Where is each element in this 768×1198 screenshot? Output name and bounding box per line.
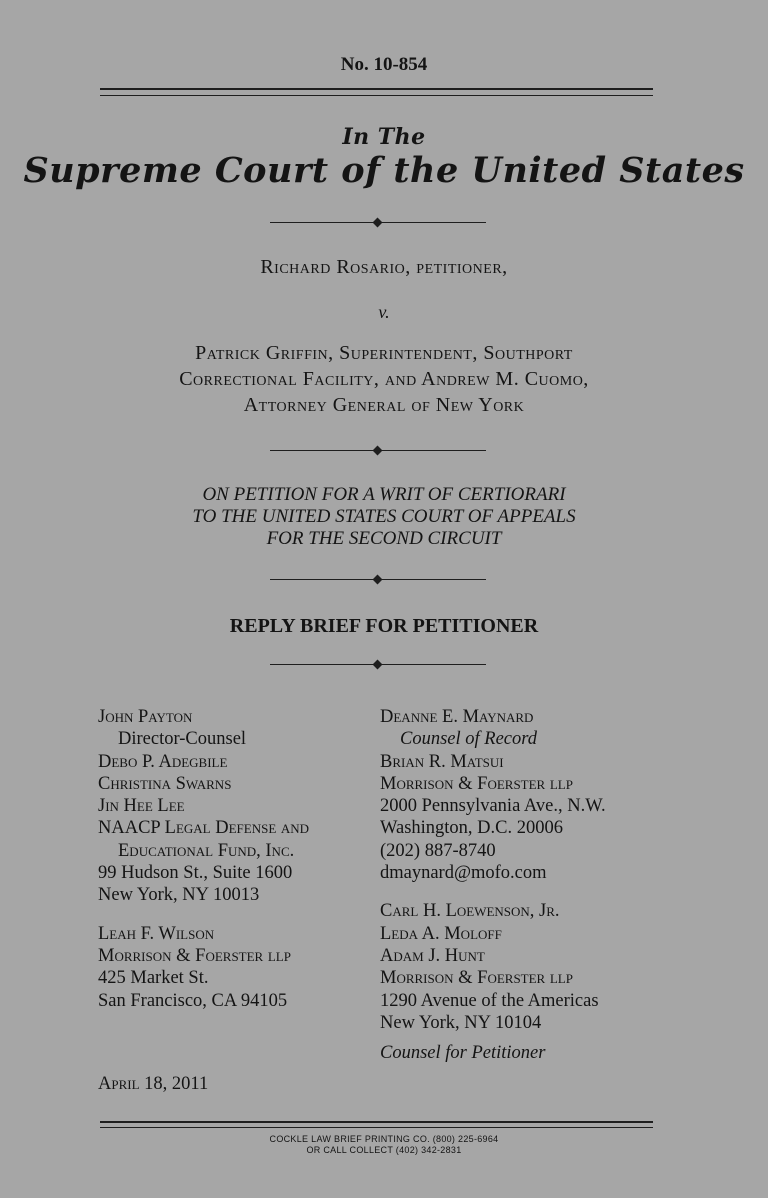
petition-line: TO THE UNITED STATES COURT OF APPEALS xyxy=(192,506,576,527)
top-rule-2 xyxy=(100,95,653,96)
attorney-name: Debo P. Adegbile xyxy=(98,751,228,772)
firm-name: NAACP Legal Defense and xyxy=(98,818,310,839)
counsel-left-column xyxy=(98,706,309,1012)
attorney-title: Counsel of Record xyxy=(400,729,538,750)
section-divider xyxy=(270,446,486,456)
court-intro: In The xyxy=(342,124,426,150)
address-line: 2000 Pennsylvania Ave., N.W. xyxy=(380,796,606,817)
attorney-name: Christina Swarns xyxy=(98,773,232,794)
printer-line: OR CALL COLLECT (402) 342-2831 xyxy=(306,1145,462,1155)
petition-line: ON PETITION FOR A WRIT OF CERTIORARI xyxy=(202,484,566,505)
brief-title: REPLY BRIEF FOR PETITIONER xyxy=(229,615,539,637)
bottom-rule-1 xyxy=(100,1121,653,1123)
attorney-name: Leda A. Moloff xyxy=(380,923,502,944)
docket-number: No. 10-854 xyxy=(340,54,428,75)
respondent-line: Correctional Facility, and Andrew M. Cuomo, xyxy=(179,368,589,390)
attorney-title: Director-Counsel xyxy=(118,729,247,750)
respondent-line: Attorney General of New York xyxy=(243,394,525,416)
respondent-line: Patrick Griffin, Superintendent, Southport xyxy=(195,342,573,364)
diamond-icon xyxy=(373,660,383,670)
address-line: New York, NY 10104 xyxy=(380,1012,542,1033)
attorney-name: John Payton xyxy=(98,707,193,727)
address-line: 99 Hudson St., Suite 1600 xyxy=(98,863,293,884)
versus-label: v. xyxy=(378,302,390,322)
petitioner-name: Richard Rosario, petitioner, xyxy=(260,256,508,278)
top-rule-1 xyxy=(100,88,653,90)
attorney-name: Deanne E. Maynard xyxy=(380,707,534,727)
petition-line: FOR THE SECOND CIRCUIT xyxy=(266,528,502,549)
attorney-name: Brian R. Matsui xyxy=(380,751,504,772)
firm-name: Morrison & Foerster llp xyxy=(98,945,291,966)
email-address: dmaynard@mofo.com xyxy=(380,863,547,884)
address-line: 425 Market St. xyxy=(98,968,209,989)
address-line: San Francisco, CA 94105 xyxy=(98,990,288,1011)
diamond-icon xyxy=(373,446,383,456)
address-line: 1290 Avenue of the Americas xyxy=(380,990,599,1011)
counsel-right-column xyxy=(380,706,606,1064)
bottom-rule-2 xyxy=(100,1127,653,1128)
section-divider xyxy=(270,218,486,228)
firm-name: Educational Fund, Inc. xyxy=(118,840,295,861)
phone-number: (202) 887-8740 xyxy=(380,840,496,861)
court-name: Supreme Court of the United States xyxy=(23,150,745,191)
attorney-name: Leah F. Wilson xyxy=(98,923,215,944)
printer-credit xyxy=(0,1134,768,1156)
firm-name: Morrison & Foerster llp xyxy=(380,773,573,794)
counsel-role: Counsel for Petitioner xyxy=(380,1043,546,1064)
firm-name: Morrison & Foerster llp xyxy=(380,968,573,989)
address-line: Washington, D.C. 20006 xyxy=(380,818,563,839)
diamond-icon xyxy=(373,575,383,585)
filing-date: April 18, 2011 xyxy=(98,1074,209,1094)
section-divider xyxy=(270,575,486,585)
address-line: New York, NY 10013 xyxy=(98,885,260,906)
attorney-name: Jin Hee Lee xyxy=(98,796,185,817)
attorney-name: Adam J. Hunt xyxy=(380,945,485,966)
diamond-icon xyxy=(373,218,383,228)
section-divider xyxy=(270,660,486,670)
printer-line: COCKLE LAW BRIEF PRINTING CO. (800) 225-6964 xyxy=(269,1134,499,1144)
attorney-name: Carl H. Loewenson, Jr. xyxy=(380,901,560,922)
